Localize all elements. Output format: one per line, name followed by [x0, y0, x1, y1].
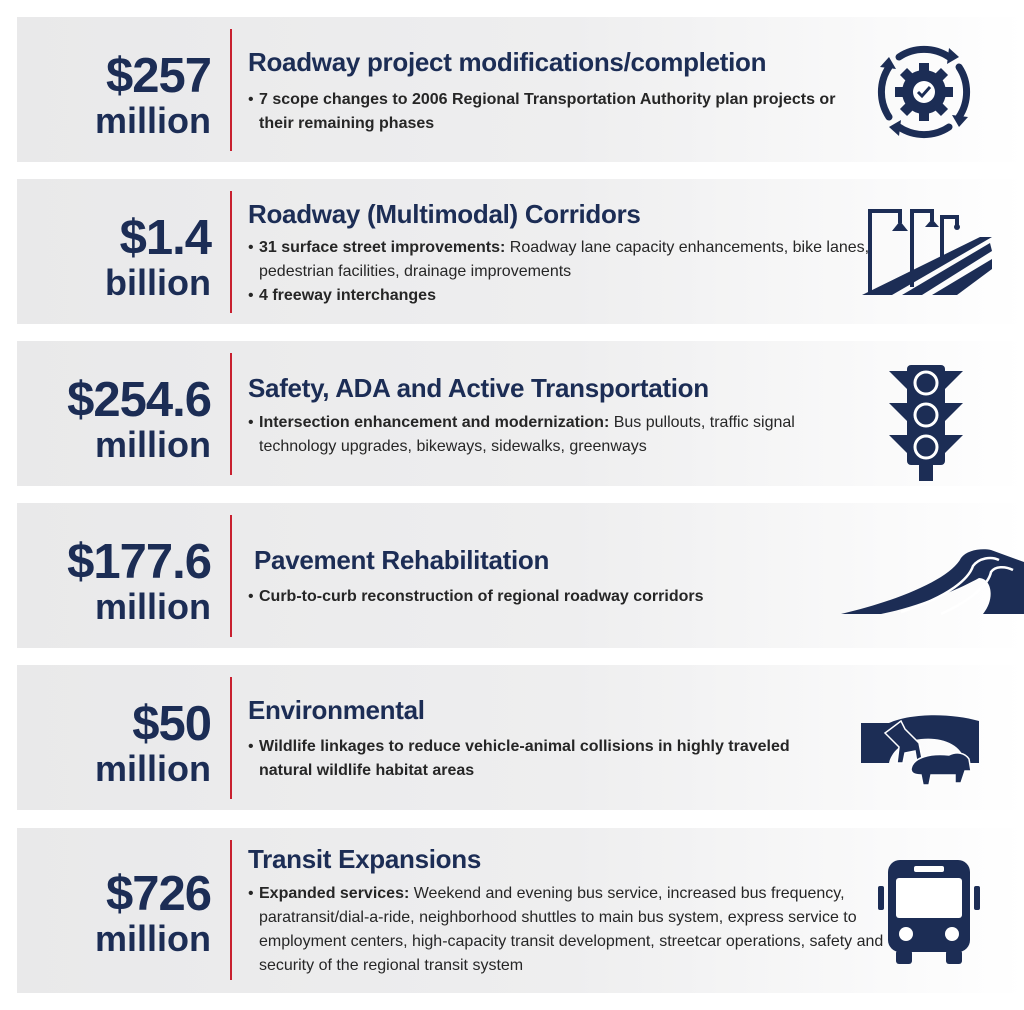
amount-unit: million [95, 918, 211, 959]
amount [105, 211, 211, 303]
amount-value: $726 [105, 867, 211, 921]
amount-unit: million [95, 748, 211, 789]
bullet-list [248, 88, 848, 136]
row-title: Safety, ADA and Active Transportation [248, 373, 709, 403]
amount-value: $50 [132, 697, 211, 751]
row-title: Roadway project modifications/completion [248, 47, 767, 77]
list-item: • Expanded services: Weekend and evening bus service, increased bus frequency, paratransit/dial-a-ride, neighborhood shuttles to main bus system, express service to employment centers, high-capacity transit development, streetcar operations, safety and security of the regional transit system [248, 882, 888, 978]
list-item: • 7 scope changes to 2006 Regional Transportation Authority plan projects or their remaining phases [248, 88, 848, 136]
budget-row-environmental [17, 665, 1024, 810]
divider [230, 191, 232, 313]
lit-roadway-icon [862, 207, 997, 297]
divider [230, 677, 232, 799]
list-item: • Curb-to-curb reconstruction of regional roadway corridors [248, 585, 838, 609]
amount-value: $254.6 [67, 373, 211, 427]
amount-unit: million [95, 586, 211, 627]
list-item: • 4 freeway interchanges [248, 284, 873, 308]
budget-row-corridors [17, 179, 1024, 324]
curved-road-icon [841, 548, 1024, 618]
bus-icon [874, 856, 984, 966]
budget-row-pavement [17, 503, 1024, 648]
divider [230, 840, 232, 980]
amount [95, 697, 211, 789]
bullet-list [248, 411, 838, 459]
amount-unit: million [95, 100, 211, 141]
row-title: Pavement Rehabilitation [254, 545, 550, 575]
amount-unit: billion [105, 262, 211, 303]
amount-unit: million [95, 424, 211, 465]
bullet-list [248, 585, 838, 609]
gear-cycle-icon [869, 37, 979, 147]
amount [95, 49, 211, 141]
row-title: Environmental [248, 695, 425, 725]
divider [230, 353, 232, 475]
budget-row-safety-ada [17, 341, 1024, 486]
list-item: • Intersection enhancement and modernization: Bus pullouts, traffic signal technology upgrades, bikeways, sidewalks, greenways [248, 411, 838, 459]
amount-value: $1.4 [119, 211, 211, 265]
amount [67, 373, 211, 465]
bullet-list [248, 882, 888, 978]
amount [67, 535, 211, 627]
budget-row-roadway-projects [17, 17, 1024, 162]
amount [95, 867, 211, 959]
list-item: • Wildlife linkages to reduce vehicle-animal collisions in highly traveled natural wildlife habitat areas [248, 735, 808, 783]
list-item: • 31 surface street improvements: Roadway lane capacity enhancements, bike lanes, pedestrian facilities, drainage improvements [248, 236, 873, 284]
bullet-list [248, 236, 873, 308]
budget-row-transit [17, 828, 1024, 993]
row-title: Roadway (Multimodal) Corridors [248, 199, 641, 229]
wildlife-crossing-icon [861, 713, 1011, 787]
divider [230, 515, 232, 637]
divider [230, 29, 232, 151]
traffic-light-icon [887, 361, 967, 481]
row-title: Transit Expansions [248, 844, 482, 874]
bullet-list [248, 735, 808, 783]
amount-value: $177.6 [67, 535, 211, 589]
amount-value: $257 [105, 49, 211, 103]
